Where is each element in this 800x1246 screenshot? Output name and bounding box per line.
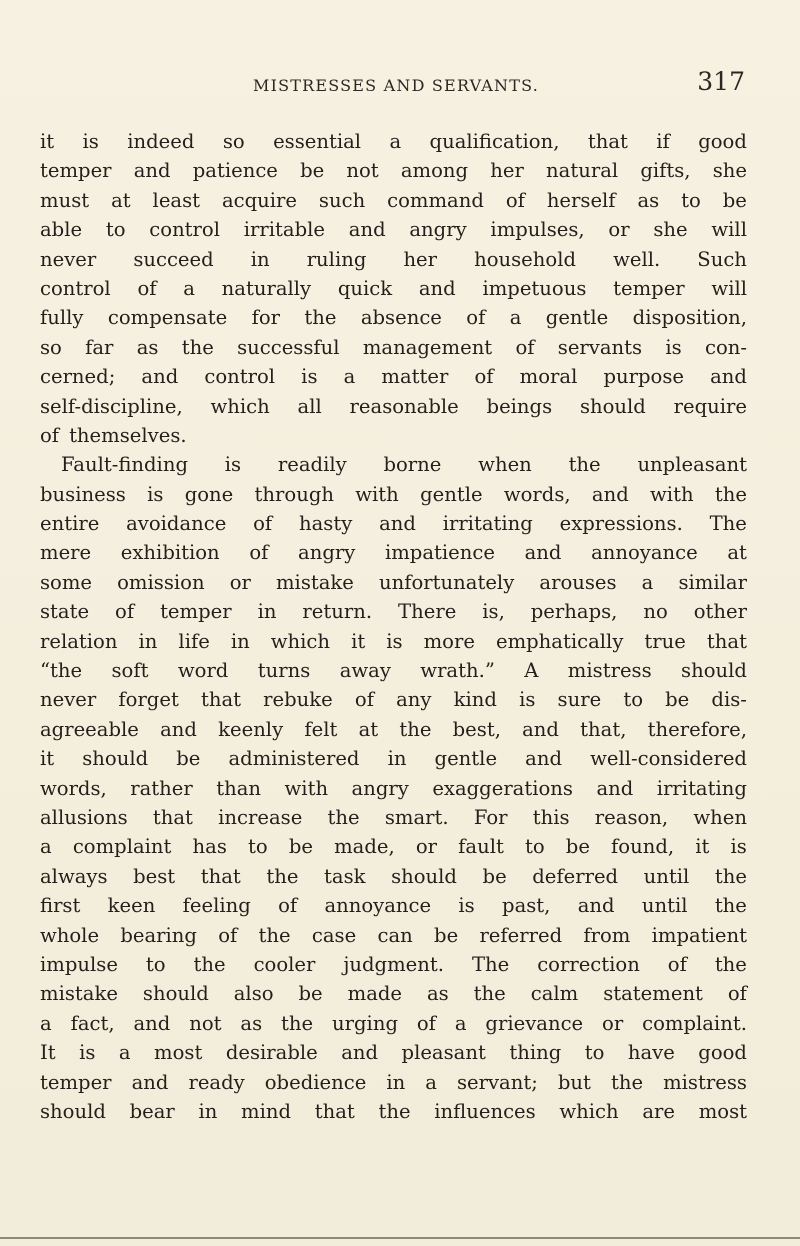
text-line: “the soft word turns away wrath.” A mistress should bbox=[40, 659, 747, 683]
text-line: agreeable and keenly felt at the best, and that, therefore, bbox=[40, 717, 747, 741]
text-line: impulse to the cooler judgment. The correction of the bbox=[40, 952, 747, 976]
text-line: some omission or mistake unfortunately arouses a similar bbox=[40, 570, 747, 594]
text-line: self-discipline, which all reasonable beings should require bbox=[40, 394, 747, 418]
text-line: whole bearing of the case can be referred from impatient bbox=[40, 923, 747, 947]
text-line: relation in life in which it is more emphatically true that bbox=[40, 629, 747, 653]
text-line: Fault-finding is readily borne when the unpleasant bbox=[61, 453, 747, 477]
text-line: it should be administered in gentle and well-considered bbox=[40, 747, 747, 771]
text-line: of themselves. bbox=[40, 423, 187, 447]
text-line: It is a most desirable and pleasant thing to have good bbox=[40, 1041, 747, 1065]
text-line: a complaint has to be made, or fault to be found, it is bbox=[40, 835, 747, 859]
text-line: able to control irritable and angry impulses, or she will bbox=[40, 218, 747, 242]
text-line: entire avoidance of hasty and irritating expressions. The bbox=[40, 512, 747, 536]
text-line: cerned; and control is a matter of moral purpose and bbox=[40, 365, 747, 389]
text-line: should bear in mind that the influences which are most bbox=[40, 1099, 747, 1123]
body-text bbox=[40, 127, 747, 1126]
text-line: a fact, and not as the urging of a grievance or complaint. bbox=[40, 1011, 747, 1035]
text-line: so far as the successful management of servants is con- bbox=[40, 335, 747, 359]
text-line: never succeed in ruling her household well. Such bbox=[40, 247, 747, 271]
text-line: temper and patience be not among her natural gifts, she bbox=[40, 159, 747, 183]
text-line: state of temper in return. There is, perhaps, no other bbox=[40, 600, 747, 624]
text-line: words, rather than with angry exaggerations and irritating bbox=[40, 776, 747, 800]
text-line: mere exhibition of angry impatience and annoyance at bbox=[40, 541, 747, 565]
running-head bbox=[253, 64, 745, 104]
text-line: first keen feeling of annoyance is past, and until the bbox=[40, 894, 747, 918]
page-number: 317 bbox=[697, 67, 745, 96]
text-line: fully compensate for the absence of a gentle disposition, bbox=[40, 306, 747, 330]
text-line: must at least acquire such command of herself as to be bbox=[40, 188, 747, 212]
text-line: temper and ready obedience in a servant; but the mistress bbox=[40, 1070, 747, 1094]
text-line: allusions that increase the smart. For this reason, when bbox=[40, 805, 747, 829]
text-line: it is indeed so essential a qualification, that if good bbox=[40, 130, 747, 153]
text-line: control of a naturally quick and impetuous temper will bbox=[40, 276, 747, 300]
bottom-rule bbox=[0, 1237, 800, 1239]
text-line: always best that the task should be deferred until the bbox=[40, 864, 747, 888]
running-title: MISTRESSES AND SERVANTS. bbox=[253, 76, 539, 95]
text-line: mistake should also be made as the calm statement of bbox=[40, 982, 747, 1006]
text-line: business is gone through with gentle words, and with the bbox=[40, 482, 747, 506]
text-line: never forget that rebuke of any kind is sure to be dis- bbox=[40, 688, 747, 712]
